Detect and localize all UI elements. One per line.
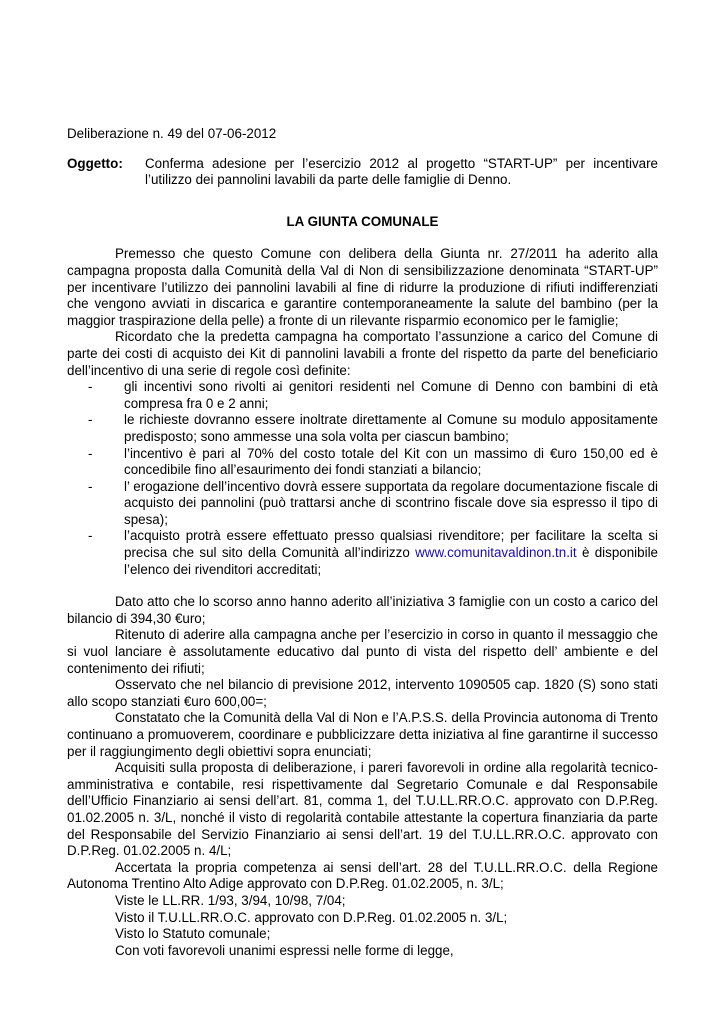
paragraph: Premesso che questo Comune con delibera della Giunta nr. 27/2011 ha aderito alla campagna proposta dalla Comunità della Val di Non di sensibilizzazione denominata “START-UP” per incentivare l’utilizzo dei pannolini lavabili al fine di ridurre la produzione di rifiuti indifferenziati che vengono avviati in discarica e garantire contemporaneamente la salute del bambino (per la maggior traspirazione della pelle) a fronte di un rilevante risparmio economico per le famiglie; bbox=[67, 246, 658, 328]
list-item bbox=[88, 412, 658, 445]
paragraph: Constatato che la Comunità della Val di Non e l’A.P.S.S. della Provincia autonoma di Trento continuano a promuoverem, coordinare e pubblicizzare detta iniziativa al fine garantirne il successo per il raggiungimento degli obiettivi sopra enunciati; bbox=[67, 710, 658, 759]
paragraph: Dato atto che lo scorso anno hanno aderito all’iniziativa 3 famiglie con un costo a carico del bilancio di 394,30 €uro; bbox=[67, 594, 658, 626]
paragraph: Ritenuto di aderire alla campagna anche per l’esercizio in corso in quanto il messaggio che si vuol lanciare è assolutamente educativo dal punto di vista del rispetto dell’ ambiente e del contenimento dei rifiuti; bbox=[67, 627, 658, 676]
list-item bbox=[88, 528, 658, 578]
dash-marker: - bbox=[88, 412, 93, 428]
section-heading: LA GIUNTA COMUNALE bbox=[286, 213, 439, 229]
list-item-text: l’incentivo è pari al 70% del costo totale del Kit con un massimo di €uro 150,00 ed è concedibile fino all’esaurimento dei fondi stanziati a bilancio; bbox=[124, 445, 658, 478]
list-item-text: gli incentivi sono rivolti ai genitori residenti nel Comune di Denno con bambini di età compresa fra 0 e 2 anni; bbox=[124, 379, 658, 411]
short-line: Viste le LL.RR. 1/93, 3/94, 10/98, 7/04; bbox=[115, 892, 346, 908]
list-item bbox=[88, 379, 658, 412]
paragraph: Osservato che nel bilancio di previsione 2012, intervento 1090505 cap. 1820 (S) sono stati allo scopo stanziati €uro 600,00=; bbox=[67, 677, 658, 709]
short-line: Con voti favorevoli unanimi espressi nelle forme di legge, bbox=[115, 942, 454, 958]
paragraph: Accertata la propria competenza ai sensi dell’art. 28 del T.U.LL.RR.O.C. della Regione Autonoma Trentino Alto Adige approvato con D.P.Reg. 01.02.2005, n. 3/L; bbox=[67, 859, 658, 892]
deliberation-reference: Deliberazione n. 49 del 07-06-2012 bbox=[67, 126, 277, 141]
dash-marker: - bbox=[88, 478, 93, 494]
spacer bbox=[67, 578, 658, 594]
list-item bbox=[88, 446, 658, 479]
paragraph: Acquisiti sulla proposta di deliberazione, i pareri favorevoli in ordine alla regolarità tecnico-amministrativa e contabile, resi rispettivamente dal Segretario Comunale e dal Responsabile dell’Ufficio Finanziario ai sensi dell’art. 81, comma 1, del T.U.LL.RR.O.C. approvato con D.P.Reg. 01.02.2005 n. 3/L, nonché il visto di regolarità contabile attestante la copertura finanziaria da parte del Responsabile del Servizio Finanziario ai sensi dell’art. 19 del T.U.LL.RR.O.C. approvato con D.P.Reg. 01.02.2005 n. 4/L; bbox=[67, 760, 658, 859]
dash-marker: - bbox=[88, 528, 93, 544]
subject-block bbox=[67, 156, 658, 189]
rules-list bbox=[67, 379, 658, 578]
subject-text: Conferma adesione per l’esercizio 2012 al progetto “START-UP” per incentivare l’utilizzo dei pannolini lavabili da parte delle famiglie di Denno. bbox=[145, 155, 658, 188]
list-item bbox=[88, 479, 658, 529]
document-body bbox=[67, 126, 658, 959]
subject-label: Oggetto: bbox=[67, 155, 123, 171]
list-item-text-before-link: l’acquisto protrà essere effettuato presso qualsiasi rivenditore; per facilitare la scelta si precisa che sul sito della Comunità all’indirizzo bbox=[124, 528, 658, 561]
short-line: Visto lo Statuto comunale; bbox=[115, 926, 271, 942]
dash-marker: - bbox=[88, 445, 93, 461]
list-item-text-after-link: è disponibile l’elenco dei rivenditori accreditati; bbox=[124, 545, 659, 577]
dash-marker: - bbox=[88, 379, 93, 395]
list-item-text: l’ erogazione dell’incentivo dovrà essere supportata da regolare documentazione fiscale di acquisto dei pannolini (può trattarsi anche di scontrino fiscale dove sia espresso il tipo di spesa); bbox=[124, 478, 658, 527]
paragraph: Ricordato che la predetta campagna ha comportato l’assunzione a carico del Comune di parte dei costi di acquisto dei Kit di pannolini lavabili a fronte del rispetto da parte del beneficiario dell’incentivo di una serie di regole così definite: bbox=[67, 329, 658, 378]
list-item-text: le richieste dovranno essere inoltrate direttamente al Comune su modulo appositamente predisposto; sono ammesse una sola volta per ciascun bambino; bbox=[124, 412, 658, 444]
short-line: Visto il T.U.LL.RR.O.C. approvato con D.P.Reg. 01.02.2005 n. 3/L; bbox=[115, 909, 508, 925]
comunita-website-link[interactable]: www.comunitavaldinon.tn.it bbox=[415, 545, 577, 561]
